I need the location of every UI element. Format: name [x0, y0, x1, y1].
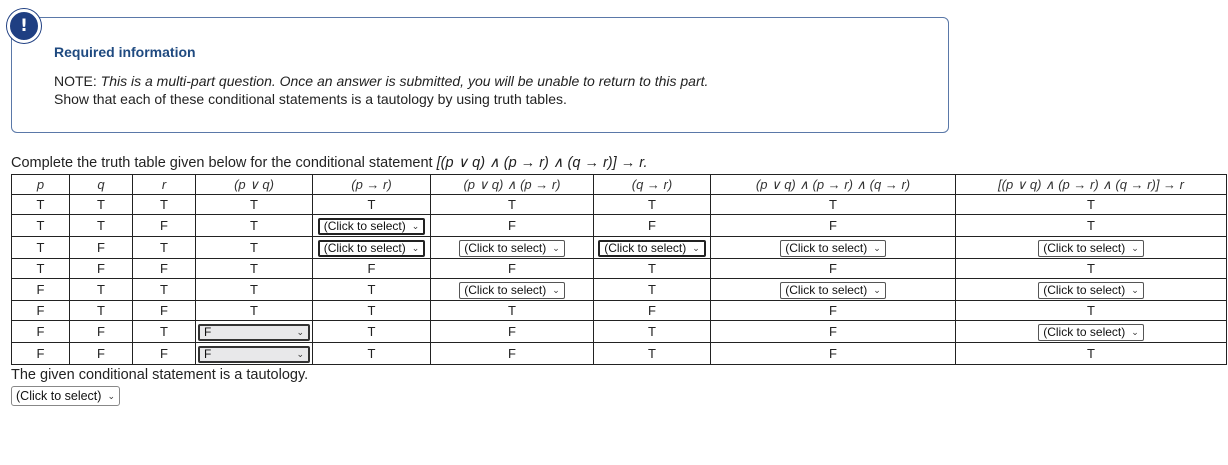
answer-select-label: (Click to select) — [785, 283, 868, 297]
chevron-down-icon: ⌄ — [873, 285, 881, 295]
truth-value-cell: T — [133, 321, 196, 343]
truth-value-cell: F — [431, 343, 594, 365]
truth-value-cell: T — [12, 259, 70, 279]
answer-cell — [196, 321, 313, 343]
truth-value-cell: T — [956, 215, 1227, 237]
chevron-down-icon: ⌄ — [296, 327, 304, 337]
truth-value-cell: F — [133, 301, 196, 321]
answer-select-label: (Click to select) — [1043, 325, 1126, 339]
truth-value-cell: F — [70, 237, 133, 259]
answer-select-label: (Click to select) — [785, 241, 868, 255]
table-header-row — [12, 175, 1227, 195]
alert-icon: ! — [7, 9, 41, 43]
answer-select[interactable] — [459, 240, 565, 257]
truth-value-cell: T — [196, 237, 313, 259]
truth-value-cell: T — [196, 215, 313, 237]
column-header: p — [12, 175, 70, 195]
table-row — [12, 259, 1227, 279]
answer-cell — [431, 237, 594, 259]
answer-select[interactable] — [780, 282, 886, 299]
conclusion-select-wrap — [11, 386, 120, 406]
note-label: NOTE: — [54, 73, 97, 89]
truth-value-cell: T — [196, 279, 313, 301]
truth-value-cell: F — [12, 343, 70, 365]
answer-select[interactable] — [598, 240, 706, 257]
chevron-down-icon: ⌄ — [1131, 243, 1139, 253]
truth-value-cell: F — [431, 215, 594, 237]
info-title: Required information — [54, 44, 196, 60]
truth-value-cell: T — [133, 279, 196, 301]
column-header: (p ∨ q) ∧ (p → r) — [431, 175, 594, 195]
truth-value-cell: T — [313, 279, 431, 301]
truth-value-cell: T — [196, 259, 313, 279]
truth-value-cell: F — [594, 215, 711, 237]
truth-value-cell: T — [12, 237, 70, 259]
truth-value-cell: F — [70, 321, 133, 343]
table-prompt — [11, 155, 648, 171]
truth-value-cell: T — [594, 321, 711, 343]
truth-value-cell: F — [12, 301, 70, 321]
answer-cell — [313, 237, 431, 259]
chevron-down-icon: ⌄ — [552, 243, 560, 253]
answer-cell — [711, 279, 956, 301]
answer-select[interactable] — [780, 240, 886, 257]
column-header: (p → r) — [313, 175, 431, 195]
column-header: (p ∨ q) ∧ (p → r) ∧ (q → r) — [711, 175, 956, 195]
truth-value-cell: F — [711, 215, 956, 237]
chevron-down-icon: ⌄ — [692, 243, 700, 253]
column-header: q — [70, 175, 133, 195]
truth-value-cell: T — [594, 279, 711, 301]
truth-value-cell: T — [196, 195, 313, 215]
answer-select-label: (Click to select) — [1043, 241, 1126, 255]
truth-value-cell: T — [431, 195, 594, 215]
chevron-down-icon: ⌄ — [411, 221, 420, 231]
instruction-text: Show that each of these conditional statements is a tautology by using truth tables. — [54, 91, 567, 107]
truth-value-cell: T — [12, 215, 70, 237]
chevron-down-icon: ⌄ — [107, 390, 115, 401]
answer-select-label: (Click to select) — [1043, 283, 1126, 297]
truth-value-cell: T — [313, 195, 431, 215]
truth-table — [11, 174, 1227, 365]
table-row — [12, 321, 1227, 343]
column-header: (q → r) — [594, 175, 711, 195]
truth-value-cell: F — [12, 321, 70, 343]
truth-value-cell: T — [313, 343, 431, 365]
table-row — [12, 237, 1227, 259]
truth-value-cell: T — [133, 195, 196, 215]
truth-value-cell: T — [70, 215, 133, 237]
truth-value-cell: F — [12, 279, 70, 301]
truth-value-cell: T — [431, 301, 594, 321]
table-row — [12, 301, 1227, 321]
truth-value-cell: T — [70, 279, 133, 301]
chevron-down-icon: ⌄ — [1131, 327, 1139, 337]
truth-value-cell: F — [70, 259, 133, 279]
truth-value-cell: F — [431, 321, 594, 343]
answer-cell — [594, 237, 711, 259]
answer-cell — [313, 215, 431, 237]
answer-select-label: (Click to select) — [464, 241, 547, 255]
prompt-statement: [(p ∨ q) ∧ (p → r) ∧ (q → r)] → r. — [436, 155, 648, 171]
truth-value-cell: T — [956, 195, 1227, 215]
truth-value-cell: T — [133, 237, 196, 259]
chevron-down-icon: ⌄ — [873, 243, 881, 253]
chevron-down-icon: ⌄ — [296, 349, 304, 359]
truth-value-cell: T — [70, 195, 133, 215]
truth-value-cell: T — [313, 301, 431, 321]
truth-value-cell: F — [594, 301, 711, 321]
answer-select[interactable] — [1038, 324, 1144, 341]
truth-value-cell: F — [70, 343, 133, 365]
truth-value-cell: F — [711, 343, 956, 365]
answer-select-value: F — [204, 325, 212, 339]
answer-select-label: (Click to select) — [323, 241, 406, 255]
table-row — [12, 215, 1227, 237]
truth-value-cell: T — [196, 301, 313, 321]
answer-select[interactable] — [318, 240, 426, 257]
conclusion-select[interactable] — [11, 386, 120, 406]
prompt-text: Complete the truth table given below for the conditional statement — [11, 155, 437, 171]
truth-value-cell: F — [711, 321, 956, 343]
truth-value-cell: F — [133, 343, 196, 365]
truth-value-cell: T — [956, 343, 1227, 365]
chevron-down-icon: ⌄ — [411, 243, 420, 253]
answer-select[interactable] — [198, 346, 310, 363]
answer-cell — [196, 343, 313, 365]
answer-cell — [956, 279, 1227, 301]
truth-value-cell: F — [431, 259, 594, 279]
conclusion-text: The given conditional statement is a tautology. — [11, 367, 309, 383]
answer-cell — [431, 279, 594, 301]
column-header: (p ∨ q) — [196, 175, 313, 195]
answer-select-label: (Click to select) — [464, 283, 547, 297]
truth-value-cell: T — [956, 301, 1227, 321]
answer-select-label: (Click to select) — [604, 241, 687, 255]
required-info-box — [11, 17, 949, 133]
truth-value-cell: F — [313, 259, 431, 279]
truth-value-cell: F — [133, 259, 196, 279]
chevron-down-icon: ⌄ — [1131, 285, 1139, 295]
column-header: r — [133, 175, 196, 195]
column-header: [(p ∨ q) ∧ (p → r) ∧ (q → r)] → r — [956, 175, 1227, 195]
answer-cell — [711, 237, 956, 259]
truth-value-cell: T — [594, 195, 711, 215]
truth-value-cell: T — [313, 321, 431, 343]
note-line — [54, 73, 708, 89]
truth-value-cell: T — [70, 301, 133, 321]
answer-select[interactable] — [1038, 240, 1144, 257]
conclusion-select-label: (Click to select) — [16, 388, 102, 403]
truth-value-cell: T — [594, 343, 711, 365]
truth-value-cell: T — [12, 195, 70, 215]
answer-cell — [956, 237, 1227, 259]
answer-select-label: (Click to select) — [323, 219, 406, 233]
note-text: This is a multi-part question. Once an answer is submitted, you will be unable to return to this part. — [100, 73, 709, 89]
answer-select[interactable] — [198, 324, 310, 341]
truth-value-cell: F — [711, 301, 956, 321]
truth-value-cell: T — [711, 195, 956, 215]
answer-select[interactable] — [1038, 282, 1144, 299]
table-row — [12, 279, 1227, 301]
truth-value-cell: F — [711, 259, 956, 279]
table-row — [12, 343, 1227, 365]
truth-value-cell: F — [133, 215, 196, 237]
answer-select[interactable] — [459, 282, 565, 299]
truth-value-cell: T — [594, 259, 711, 279]
answer-cell — [956, 321, 1227, 343]
answer-select-value: F — [204, 347, 212, 361]
answer-select[interactable] — [318, 218, 426, 235]
truth-value-cell: T — [956, 259, 1227, 279]
table-row — [12, 195, 1227, 215]
chevron-down-icon: ⌄ — [552, 285, 560, 295]
